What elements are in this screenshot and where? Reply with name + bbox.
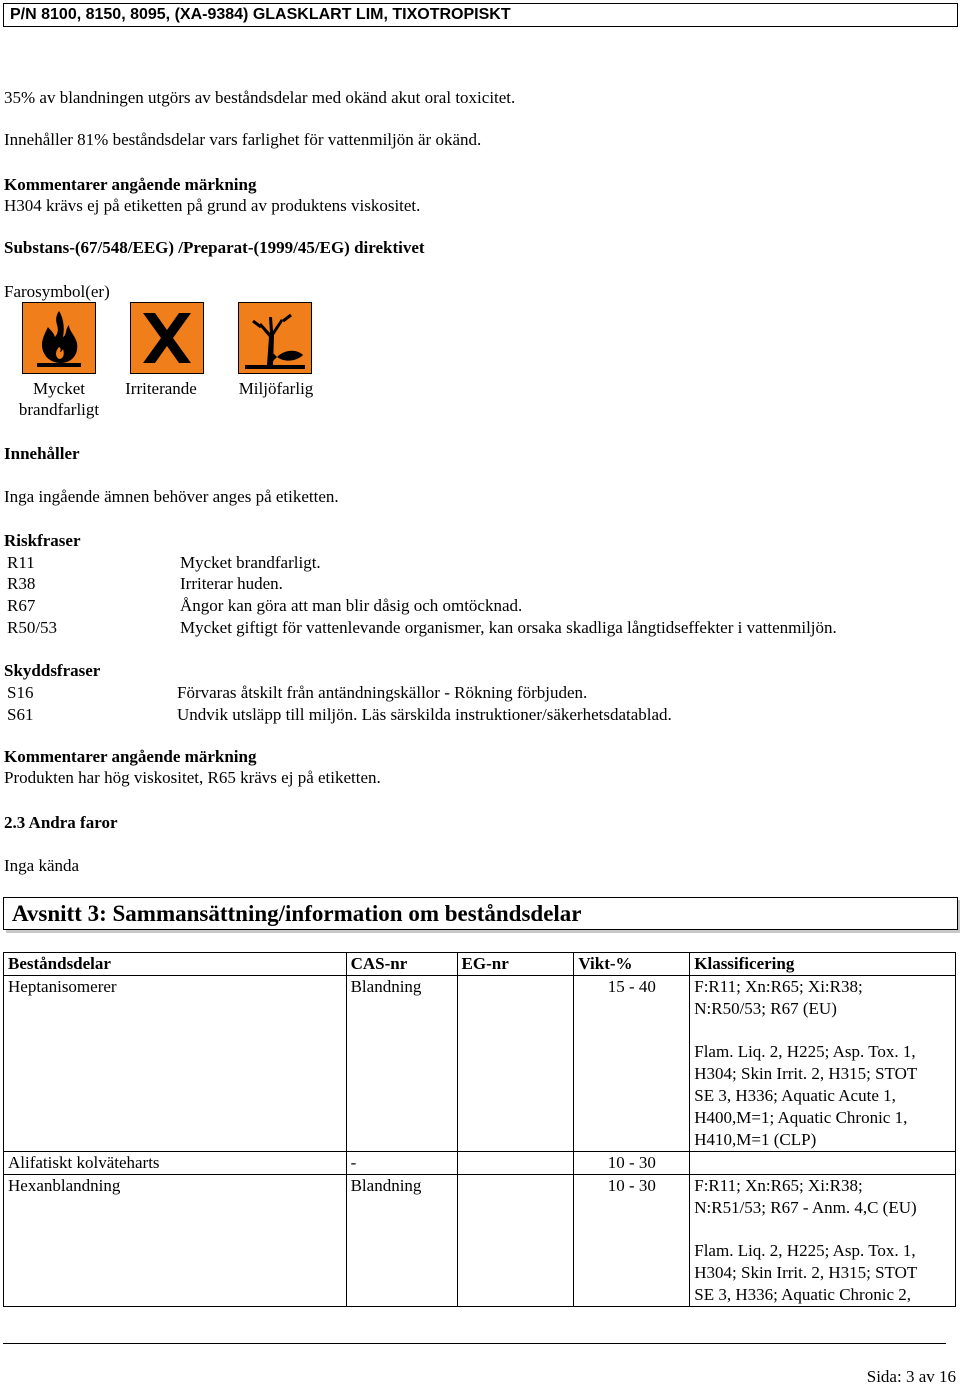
cross-icon xyxy=(130,302,204,374)
oral-toxicity-note: 35% av blandningen utgörs av beståndsdelar med okänd akut oral toxicitet. xyxy=(4,88,516,107)
document-header xyxy=(3,3,958,27)
safety-phrases-heading: Skyddsfraser xyxy=(4,661,101,680)
composition-table xyxy=(3,952,956,1307)
classification: F:R11; Xn:R65; Xi:R38; N:R50/53; R67 (EU) Flam. Liq. 2, H225; Asp. Tox. 1, H304; Skin Irrit. 2, H315; STOT SE 3, H336; Aquatic Acute 1, H400,M=1; Aquatic Chronic 1, H410,M=1 (CLP) xyxy=(690,976,956,1152)
cas-number: Blandning xyxy=(346,976,457,1152)
ingredient-name: Hexanblandning xyxy=(4,1175,347,1307)
risk-code: R38 xyxy=(7,574,36,593)
risk-phrases-heading: Riskfraser xyxy=(4,531,81,550)
page-number: Sida: 3 av 16 xyxy=(866,1367,956,1386)
risk-text: Irriterar huden. xyxy=(180,574,283,593)
document-title: P/N 8100, 8150, 8095, (XA-9384) GLASKLART LIM, TIXOTROPISKT xyxy=(10,6,511,23)
weight-percent: 15 - 40 xyxy=(574,976,690,1152)
cas-number: Blandning xyxy=(346,1175,457,1307)
labelling-comment-text-2: Produkten har hög viskositet, R65 krävs ej på etiketten. xyxy=(4,768,381,787)
hazard-symbols-heading: Farosymbol(er) xyxy=(4,282,110,301)
labelling-comment-heading: Kommentarer angående märkning xyxy=(4,175,257,194)
risk-text: Mycket giftigt för vattenlevande organismer, kan orsaka skadliga långtidseffekter i vattenmiljön. xyxy=(180,618,837,637)
table-row xyxy=(4,976,956,1152)
pictogram-caption-irritant: Irriterande xyxy=(125,379,197,398)
directive-heading: Substans-(67/548/EEG) /Preparat-(1999/45/EG) direktivet xyxy=(4,238,425,257)
eg-number xyxy=(457,1152,574,1175)
pictogram-caption-environment: Miljöfarlig xyxy=(238,379,314,398)
safety-text: Undvik utsläpp till miljön. Läs särskilda instruktioner/säkerhetsdatablad. xyxy=(177,705,672,724)
contains-text: Inga ingående ämnen behöver anges på etiketten. xyxy=(4,487,339,506)
footer-divider xyxy=(3,1343,946,1344)
other-hazards-text: Inga kända xyxy=(4,856,80,875)
safety-code: S61 xyxy=(7,705,34,724)
ingredient-name: Alifatiskt kolväteharts xyxy=(4,1152,347,1175)
column-header: Vikt-% xyxy=(574,953,690,976)
dead-tree-fish-icon xyxy=(238,302,312,374)
column-header: Klassificering xyxy=(690,953,956,976)
flame-icon xyxy=(22,302,96,374)
risk-code: R67 xyxy=(7,596,36,615)
column-header: EG-nr xyxy=(457,953,574,976)
classification: F:R11; Xn:R65; Xi:R38; N:R51/53; R67 - Anm. 4,C (EU) Flam. Liq. 2, H225; Asp. Tox. 1, H304; Skin Irrit. 2, H315; STOT SE 3, H336; Aquatic Chronic 2, xyxy=(690,1175,956,1307)
risk-code: R11 xyxy=(7,553,35,572)
labelling-comment-text: H304 krävs ej på etiketten på grund av produktens viskositet. xyxy=(4,196,421,215)
section-3-heading xyxy=(3,897,958,930)
table-row xyxy=(4,1175,956,1307)
column-header: CAS-nr xyxy=(346,953,457,976)
other-hazards-heading: 2.3 Andra faror xyxy=(4,813,118,832)
labelling-comment-heading-2: Kommentarer angående märkning xyxy=(4,747,257,766)
risk-text: Mycket brandfarligt. xyxy=(180,553,321,572)
eg-number xyxy=(457,976,574,1152)
classification xyxy=(690,1152,956,1175)
section-3-title: Avsnitt 3: Sammansättning/information om beståndsdelar xyxy=(12,901,582,926)
safety-code: S16 xyxy=(7,683,34,702)
risk-code: R50/53 xyxy=(7,618,58,637)
weight-percent: 10 - 30 xyxy=(574,1175,690,1307)
table-row xyxy=(4,1152,956,1175)
table-header-row xyxy=(4,953,956,976)
risk-text: Ångor kan göra att man blir dåsig och omtöcknad. xyxy=(180,596,523,615)
ingredient-name: Heptanisomerer xyxy=(4,976,347,1152)
column-header: Beståndsdelar xyxy=(4,953,347,976)
pictogram-caption-flammable: Mycket brandfarligt xyxy=(18,379,100,419)
weight-percent: 10 - 30 xyxy=(574,1152,690,1175)
contains-heading: Innehåller xyxy=(4,444,80,463)
safety-text: Förvaras åtskilt från antändningskällor - Rökning förbjuden. xyxy=(177,683,588,702)
cas-number: - xyxy=(346,1152,457,1175)
eg-number xyxy=(457,1175,574,1307)
aquatic-hazard-note: Innehåller 81% beståndsdelar vars farlighet för vattenmiljön är okänd. xyxy=(4,130,482,149)
